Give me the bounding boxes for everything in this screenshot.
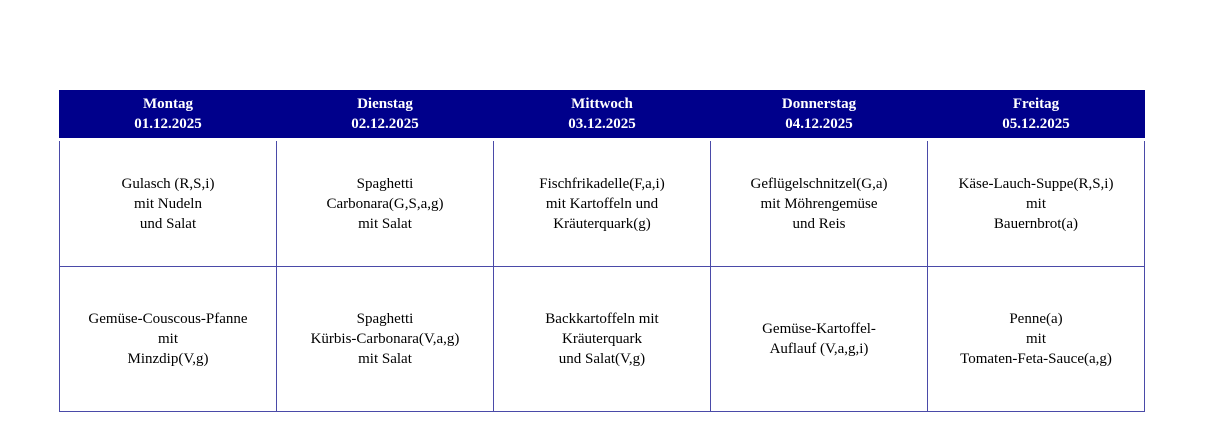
menu-line: Kräuterquark(g) [553, 215, 651, 232]
menu-line: Spaghetti [356, 311, 414, 327]
menu-cell-wednesday [494, 140, 711, 267]
menu-cell-monday [60, 267, 277, 412]
menu-line: mit Salat [358, 351, 412, 367]
menu-cell-monday [60, 140, 277, 267]
menu-line: Geflügelschnitzel(G,a) [750, 175, 888, 192]
menu-line: Bauernbrot(a) [993, 215, 1079, 232]
day-date: 03.12.2025 [568, 116, 636, 132]
menu-line: Spaghetti [356, 175, 414, 192]
menu-line: mit [1025, 195, 1046, 212]
menu-line: Minzdip(V,g) [127, 351, 209, 367]
menu-line: mit Möhrengemüse [760, 195, 878, 212]
menu-line: und Salat(V,g) [558, 351, 646, 367]
menu-row-1 [60, 140, 1145, 267]
menu-line: Gemüse-Couscous-Pfanne [88, 311, 248, 327]
day-name: Donnerstag [781, 96, 857, 112]
day-header-monday [60, 90, 277, 140]
menu-line: Tomaten-Feta-Sauce(a,g) [960, 351, 1112, 367]
menu-line: mit Salat [358, 215, 412, 232]
day-header-wednesday [494, 90, 711, 140]
menu-line: und Salat [139, 215, 197, 232]
menu-line: Auflauf (V,a,g,i) [769, 341, 869, 357]
day-name: Mittwoch [571, 96, 633, 112]
menu-line: Gulasch (R,S,i) [121, 175, 215, 192]
menu-cell-friday [928, 140, 1145, 267]
menu-cell-tuesday [277, 140, 494, 267]
menu-line: Kürbis-Carbonara(V,a,g) [310, 331, 460, 347]
weekly-menu-table [59, 90, 1145, 412]
day-name: Dienstag [357, 96, 413, 112]
menu-row-2 [60, 267, 1145, 412]
menu-line: Backkartoffeln mit [545, 311, 659, 327]
menu-cell-wednesday [494, 267, 711, 412]
menu-line: Carbonara(G,S,a,g) [326, 195, 444, 212]
menu-line: Fischfrikadelle(F,a,i) [539, 175, 665, 192]
day-header-tuesday [277, 90, 494, 140]
menu-line: mit [157, 331, 178, 347]
day-name: Montag [143, 96, 193, 112]
menu-cell-thursday [711, 267, 928, 412]
menu-line: Kräuterquark [562, 331, 642, 347]
day-date: 02.12.2025 [351, 116, 419, 132]
day-date: 05.12.2025 [1002, 116, 1070, 132]
menu-line: mit Nudeln [134, 195, 202, 212]
menu-line: Penne(a) [1009, 311, 1063, 327]
day-header-thursday [711, 90, 928, 140]
menu-line: und Reis [792, 215, 846, 232]
menu-cell-thursday [711, 140, 928, 267]
menu-line: mit Kartoffeln und [545, 195, 659, 212]
menu-cell-tuesday [277, 267, 494, 412]
menu-line: Käse-Lauch-Suppe(R,S,i) [958, 175, 1114, 192]
day-date: 01.12.2025 [134, 116, 202, 132]
header-row [60, 90, 1145, 140]
menu-line: mit [1025, 331, 1046, 347]
day-date: 04.12.2025 [785, 116, 853, 132]
menu-cell-friday [928, 267, 1145, 412]
menu-line: Gemüse-Kartoffel- [762, 321, 876, 337]
day-header-friday [928, 90, 1145, 140]
day-name: Freitag [1012, 96, 1060, 112]
